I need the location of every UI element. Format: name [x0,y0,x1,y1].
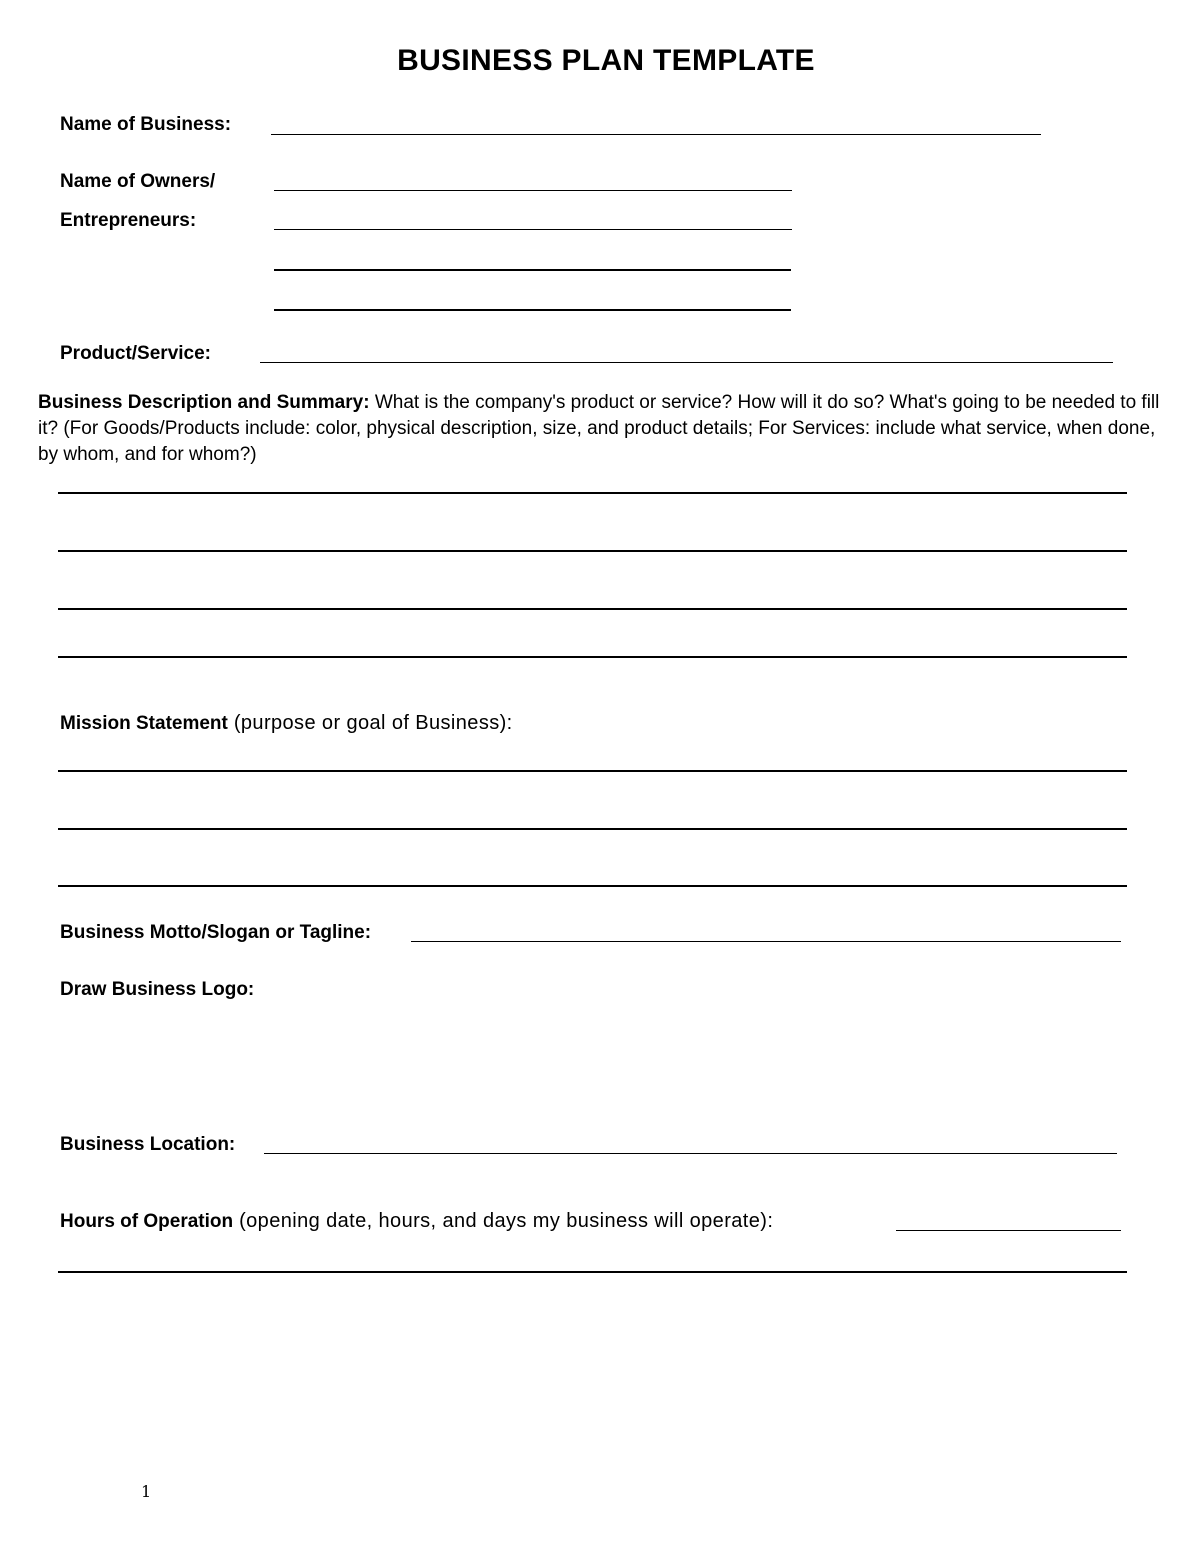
mission-line-1[interactable] [58,770,1127,772]
page-number: 1 [141,1482,152,1501]
mission-line-2[interactable] [58,828,1127,830]
motto-line[interactable] [411,941,1121,942]
hours-of-operation-hint: (opening date, hours, and days my business will operate): [233,1210,774,1232]
hours-of-operation-heading [60,1210,773,1233]
business-description-text: What is the company's product or service? How will it do so? What's going to be needed to fill it? (For Goods/Products include: color, physical description, size, and product details; For Services: include what service, when done, by whom, and for whom?) [38,392,1160,465]
business-description-label: Business Description and Summary: [38,392,370,413]
name-of-business-label: Name of Business: [60,114,232,135]
description-line-4[interactable] [58,656,1127,658]
product-service-line[interactable] [260,362,1113,363]
owner-line-3[interactable] [274,269,791,271]
hours-inline-line[interactable] [896,1230,1121,1231]
mission-statement-heading [60,712,513,735]
mission-statement-hint: (purpose or goal of Business): [227,712,513,734]
owner-line-4[interactable] [274,309,791,311]
description-line-1[interactable] [58,492,1127,494]
page-title: BUSINESS PLAN TEMPLATE [397,44,815,77]
hours-of-operation-label: Hours of Operation [60,1211,234,1232]
entrepreneurs-label: Entrepreneurs: [60,210,197,231]
mission-statement-label: Mission Statement [60,713,228,734]
logo-label: Draw Business Logo: [60,979,255,1000]
description-line-2[interactable] [58,550,1127,552]
logo-drawing-area[interactable] [60,1008,1120,1118]
product-service-label: Product/Service: [60,343,211,364]
location-line[interactable] [264,1153,1117,1154]
name-of-owners-label: Name of Owners/ [60,171,216,192]
hours-line[interactable] [58,1271,1127,1273]
motto-label: Business Motto/Slogan or Tagline: [60,922,372,943]
business-description-paragraph [38,390,1163,468]
location-label: Business Location: [60,1134,236,1155]
name-of-business-line[interactable] [271,134,1041,135]
description-line-3[interactable] [58,608,1127,610]
mission-line-3[interactable] [58,885,1127,887]
owner-line-2[interactable] [274,229,792,230]
owner-line-1[interactable] [274,190,792,191]
